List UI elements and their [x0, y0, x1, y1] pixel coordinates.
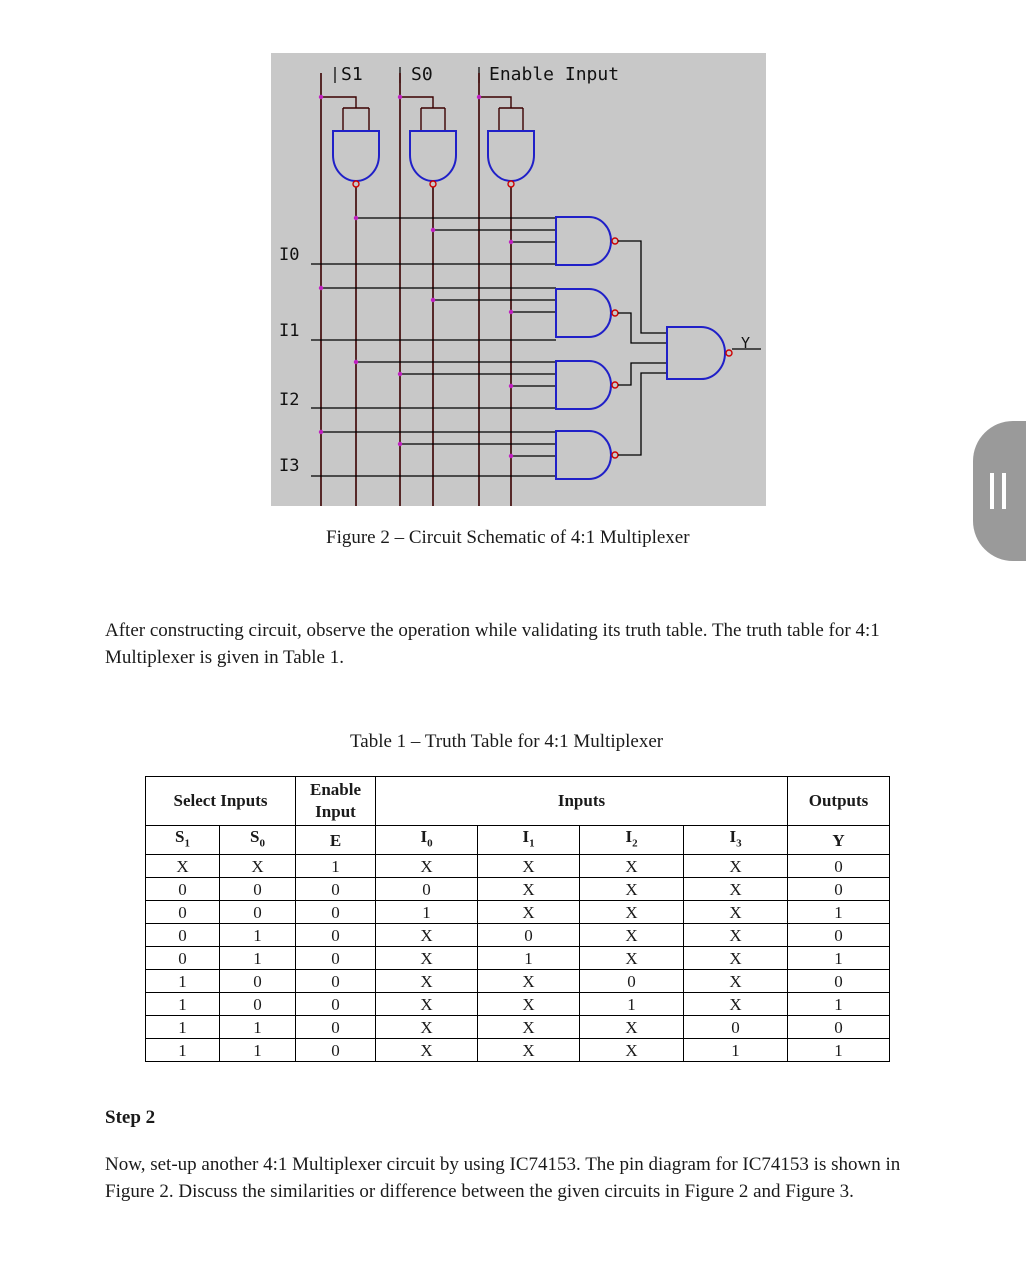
table-cell: 1	[788, 947, 890, 970]
table-cell: 0	[788, 1016, 890, 1039]
table-body	[146, 855, 890, 1062]
output-gate	[667, 327, 725, 379]
mux-schematic	[271, 53, 766, 506]
table-cell: 0	[220, 878, 296, 901]
table-cell: X	[684, 947, 788, 970]
table-cell: X	[376, 947, 478, 970]
table-cell: X	[478, 878, 580, 901]
table-cell: X	[376, 1039, 478, 1062]
table-cell: 0	[788, 970, 890, 993]
handle-grip-right	[1002, 473, 1006, 509]
table-cell: 1	[146, 1016, 220, 1039]
inverter-gates	[333, 131, 534, 181]
table-cell: 0	[296, 1039, 376, 1062]
table-row	[146, 970, 890, 993]
table-cell: 1	[788, 993, 890, 1016]
table-cell: 0	[220, 970, 296, 993]
label-i0: I0	[279, 245, 300, 265]
table-cell: 1	[220, 1016, 296, 1039]
table-cell: 0	[788, 855, 890, 878]
table-cell: 0	[296, 947, 376, 970]
table-cell: 0	[296, 924, 376, 947]
table-cell: 1	[296, 855, 376, 878]
table-cell: X	[478, 970, 580, 993]
col-i2: $I_2$	[580, 826, 684, 855]
junction-dots	[319, 95, 513, 458]
table-row	[146, 1039, 890, 1062]
table-cell: 0	[146, 878, 220, 901]
col-e: E	[296, 826, 376, 855]
col-y: Y	[788, 826, 890, 855]
label-i2: I2	[279, 390, 300, 410]
table-cell: 0	[146, 947, 220, 970]
col-s0: $S_0$	[220, 826, 296, 855]
header-outputs: Outputs	[788, 777, 890, 826]
table-cell: X	[580, 924, 684, 947]
col-s1: $S_1$	[146, 826, 220, 855]
table-cell: 1	[146, 970, 220, 993]
table-cell: 1	[220, 1039, 296, 1062]
table-cell: X	[580, 947, 684, 970]
table-cell: X	[376, 924, 478, 947]
table-row	[146, 947, 890, 970]
figure-caption: Figure 2 – Circuit Schematic of 4:1 Multiplexer	[326, 527, 690, 548]
label-enable: Enable Input	[489, 64, 620, 85]
header-enable-input: Enable Input	[296, 777, 376, 826]
table-cell: 0	[296, 878, 376, 901]
table-cell: X	[376, 855, 478, 878]
header-select-inputs: Select Inputs	[146, 777, 296, 826]
table-row	[146, 1016, 890, 1039]
output-feed-wires	[618, 241, 761, 455]
label-s1: S1	[341, 64, 363, 85]
table-cell: 1	[146, 1039, 220, 1062]
table-column-header	[146, 826, 890, 855]
inverter-bubbles	[353, 181, 514, 187]
step-text: Now, set-up another 4:1 Multiplexer circuit by using IC74153. The pin diagram for IC74153 is shown in Figure 2. Discuss the similarities or difference between the given circuits in Figure 2 and Figure 3.	[105, 1154, 901, 1202]
label-s0: S0	[411, 64, 433, 85]
table-cell: 0	[478, 924, 580, 947]
table-cell: 0	[788, 878, 890, 901]
schematic-svg	[271, 53, 766, 506]
table-cell: X	[146, 855, 220, 878]
table-cell: X	[478, 1016, 580, 1039]
output-bubble	[726, 350, 732, 356]
inverter-feeds	[321, 97, 523, 131]
table-row	[146, 924, 890, 947]
table-cell: X	[684, 855, 788, 878]
table-cell: 0	[146, 924, 220, 947]
col-i0: $I_0$	[376, 826, 478, 855]
table-cell: 1	[788, 1039, 890, 1062]
table-cell: 0	[220, 993, 296, 1016]
table-cell: X	[580, 855, 684, 878]
table-row	[146, 855, 890, 878]
label-i3: I3	[279, 456, 300, 476]
table-cell: X	[580, 901, 684, 924]
side-drawer-handle[interactable]	[973, 421, 1026, 561]
table-cell: 0	[684, 1016, 788, 1039]
table-cell: 0	[296, 970, 376, 993]
table-cell: 0	[376, 878, 478, 901]
table-cell: 0	[580, 970, 684, 993]
table-cell: X	[478, 901, 580, 924]
table-cell: X	[478, 855, 580, 878]
table-cell: X	[376, 1016, 478, 1039]
table-cell: X	[478, 1039, 580, 1062]
table-cell: 1	[478, 947, 580, 970]
label-y: Y	[741, 334, 751, 352]
table-cell: 0	[146, 901, 220, 924]
table-cell: X	[684, 924, 788, 947]
table-cell: X	[684, 901, 788, 924]
table-cell: X	[684, 993, 788, 1016]
and-bubbles	[612, 238, 618, 458]
table-cell: 1	[684, 1039, 788, 1062]
table-cell: X	[684, 878, 788, 901]
table-caption: Table 1 – Truth Table for 4:1 Multiplexer	[350, 731, 664, 752]
table-cell: 1	[376, 901, 478, 924]
col-i3: $I_3$	[684, 826, 788, 855]
paragraph-intro: After constructing circuit, observe the operation while validating its truth table. The truth table for 4:1 Multiplexer is given in Table 1.	[105, 620, 880, 668]
table-cell: X	[580, 878, 684, 901]
vertical-bus	[321, 73, 511, 506]
handle-grip-left	[990, 473, 994, 509]
label-i1: I1	[279, 321, 300, 341]
table-cell: X	[580, 1039, 684, 1062]
table-cell: X	[376, 970, 478, 993]
col-i1: $I_1$	[478, 826, 580, 855]
table-cell: X	[580, 1016, 684, 1039]
table-cell: 0	[788, 924, 890, 947]
table-cell: 0	[296, 1016, 376, 1039]
table-cell: X	[684, 970, 788, 993]
table-cell: X	[376, 993, 478, 1016]
table-group-header	[146, 777, 890, 826]
table-cell: 0	[296, 993, 376, 1016]
step-heading: Step 2	[105, 1107, 156, 1128]
table-cell: 1	[220, 947, 296, 970]
table-cell: 1	[220, 924, 296, 947]
table-cell: X	[220, 855, 296, 878]
table-cell: X	[478, 993, 580, 1016]
table-row	[146, 901, 890, 924]
table-cell: 1	[580, 993, 684, 1016]
header-inputs: Inputs	[376, 777, 788, 826]
truth-table	[145, 776, 890, 1062]
table-cell: 1	[146, 993, 220, 1016]
table-cell: 1	[788, 901, 890, 924]
table-row	[146, 993, 890, 1016]
table-row	[146, 878, 890, 901]
and-gates	[556, 217, 611, 479]
table-cell: 0	[296, 901, 376, 924]
table-cell: 0	[220, 901, 296, 924]
